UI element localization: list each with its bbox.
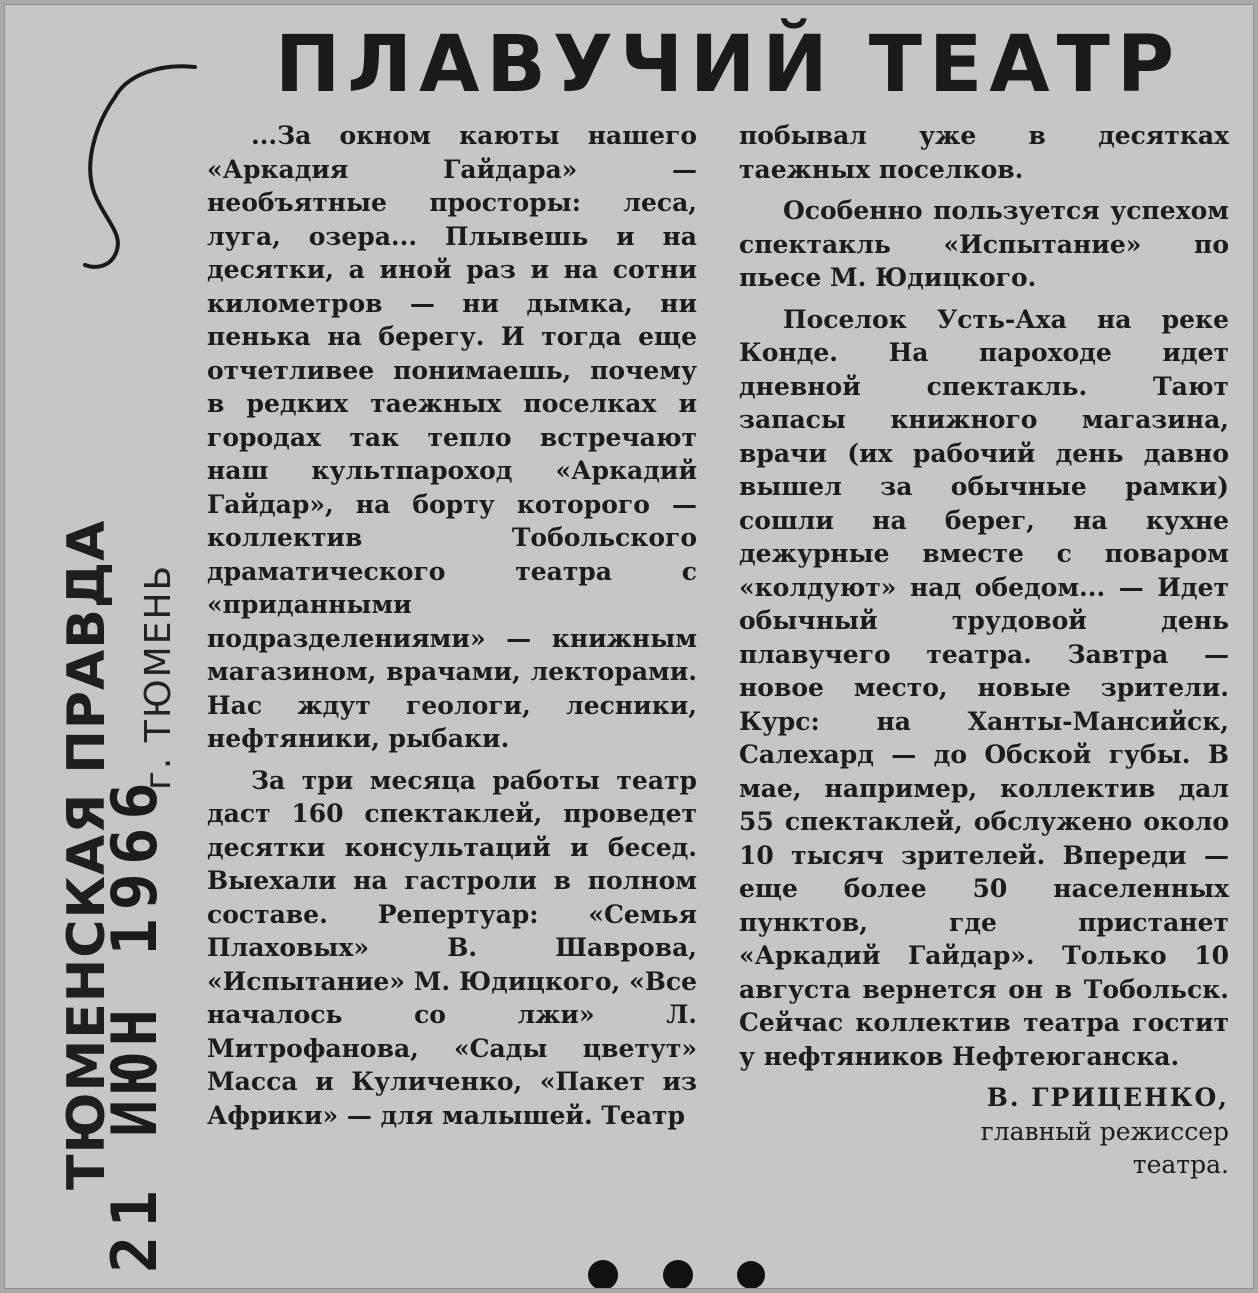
author-role: театра. bbox=[1132, 1150, 1229, 1179]
article-column-left bbox=[207, 119, 697, 1140]
date-stamp: 21 ИЮН 1966 bbox=[98, 774, 171, 1273]
paragraph: Поселок Усть-Аха на реке Конде. На пароходе идет дневной спектакль. Тают запасы книжного магазина, врачи (их рабочий день давно вышел за обычные рамки) сошли на берег, на кухне дежурные вместе с поваром «колдуют» над обедом... — Идет обычный трудовой день плавучего театра. Завтра — новое место, новые зрители. Курс: на Ханты-Мансийск, Салехард — до Обской губы. В мае, например, коллектив дал 55 спектаклей, обслужено около 10 тысяч зрителей. Впереди — еще более 50 населенных пунктов, где пристанет «Аркадий Гайдар». Только 10 августа вернется он в Тобольск. Сейчас коллектив театра гостит у нефтяников Нефтеюганска. bbox=[739, 304, 1229, 1071]
newspaper-name-stamp: ТЮМЕНСКАЯ ПРАВДА bbox=[57, 519, 117, 1190]
paragraph: Особенно пользуется успехом спектакль «Испытание» по пьесе М. Юдицкого. bbox=[739, 196, 1229, 292]
section-end-dots-icon bbox=[565, 1255, 765, 1289]
pencil-mark-icon bbox=[65, 55, 205, 285]
paragraph-continuation: побывал уже в десятках таежных поселков. bbox=[739, 121, 1229, 184]
article-column-right bbox=[739, 119, 1229, 1182]
city-stamp: г. ТЮМЕНЬ bbox=[138, 563, 179, 790]
paragraph: За три месяца работы театр даст 160 спектаклей, проведет десятки консультаций и бесед. Выехали на гастроли в полном составе. Репертуар: «Семья Плаховых» В. Шаврова, «Испытание» М. Юдицкого, «Все началось со лжи» Л. Митрофанова, «Сады цветут» Масса и Куличенко, «Пакет из Африки» — для малышей. Театр bbox=[207, 765, 697, 1130]
paragraph: ...За окном каюты нашего «Аркадия Гайдара» — необъятные просторы: леса, луга, озера... Плывешь и на десятки, а иной раз и на сотни километров — ни дымка, ни пенька на берегу. И тогда еще отчетливее понимаешь, почему в редких таежных поселках и городах так тепло встречают наш культпароход «Аркадий Гайдар», на борту которого — коллектив Тобольского драматического театра с «приданными подразделениями» — книжным магазином, врачами, лекторами. Нас ждут геологи, лесники, нефтяники, рыбаки. bbox=[207, 121, 697, 753]
author-role: главный режиссер bbox=[980, 1116, 1229, 1146]
author-name: В. ГРИЦЕНКО, bbox=[986, 1083, 1229, 1112]
headline: ПЛАВУЧИЙ ТЕАТР bbox=[275, 20, 1181, 110]
newspaper-clipping bbox=[4, 4, 1254, 1289]
